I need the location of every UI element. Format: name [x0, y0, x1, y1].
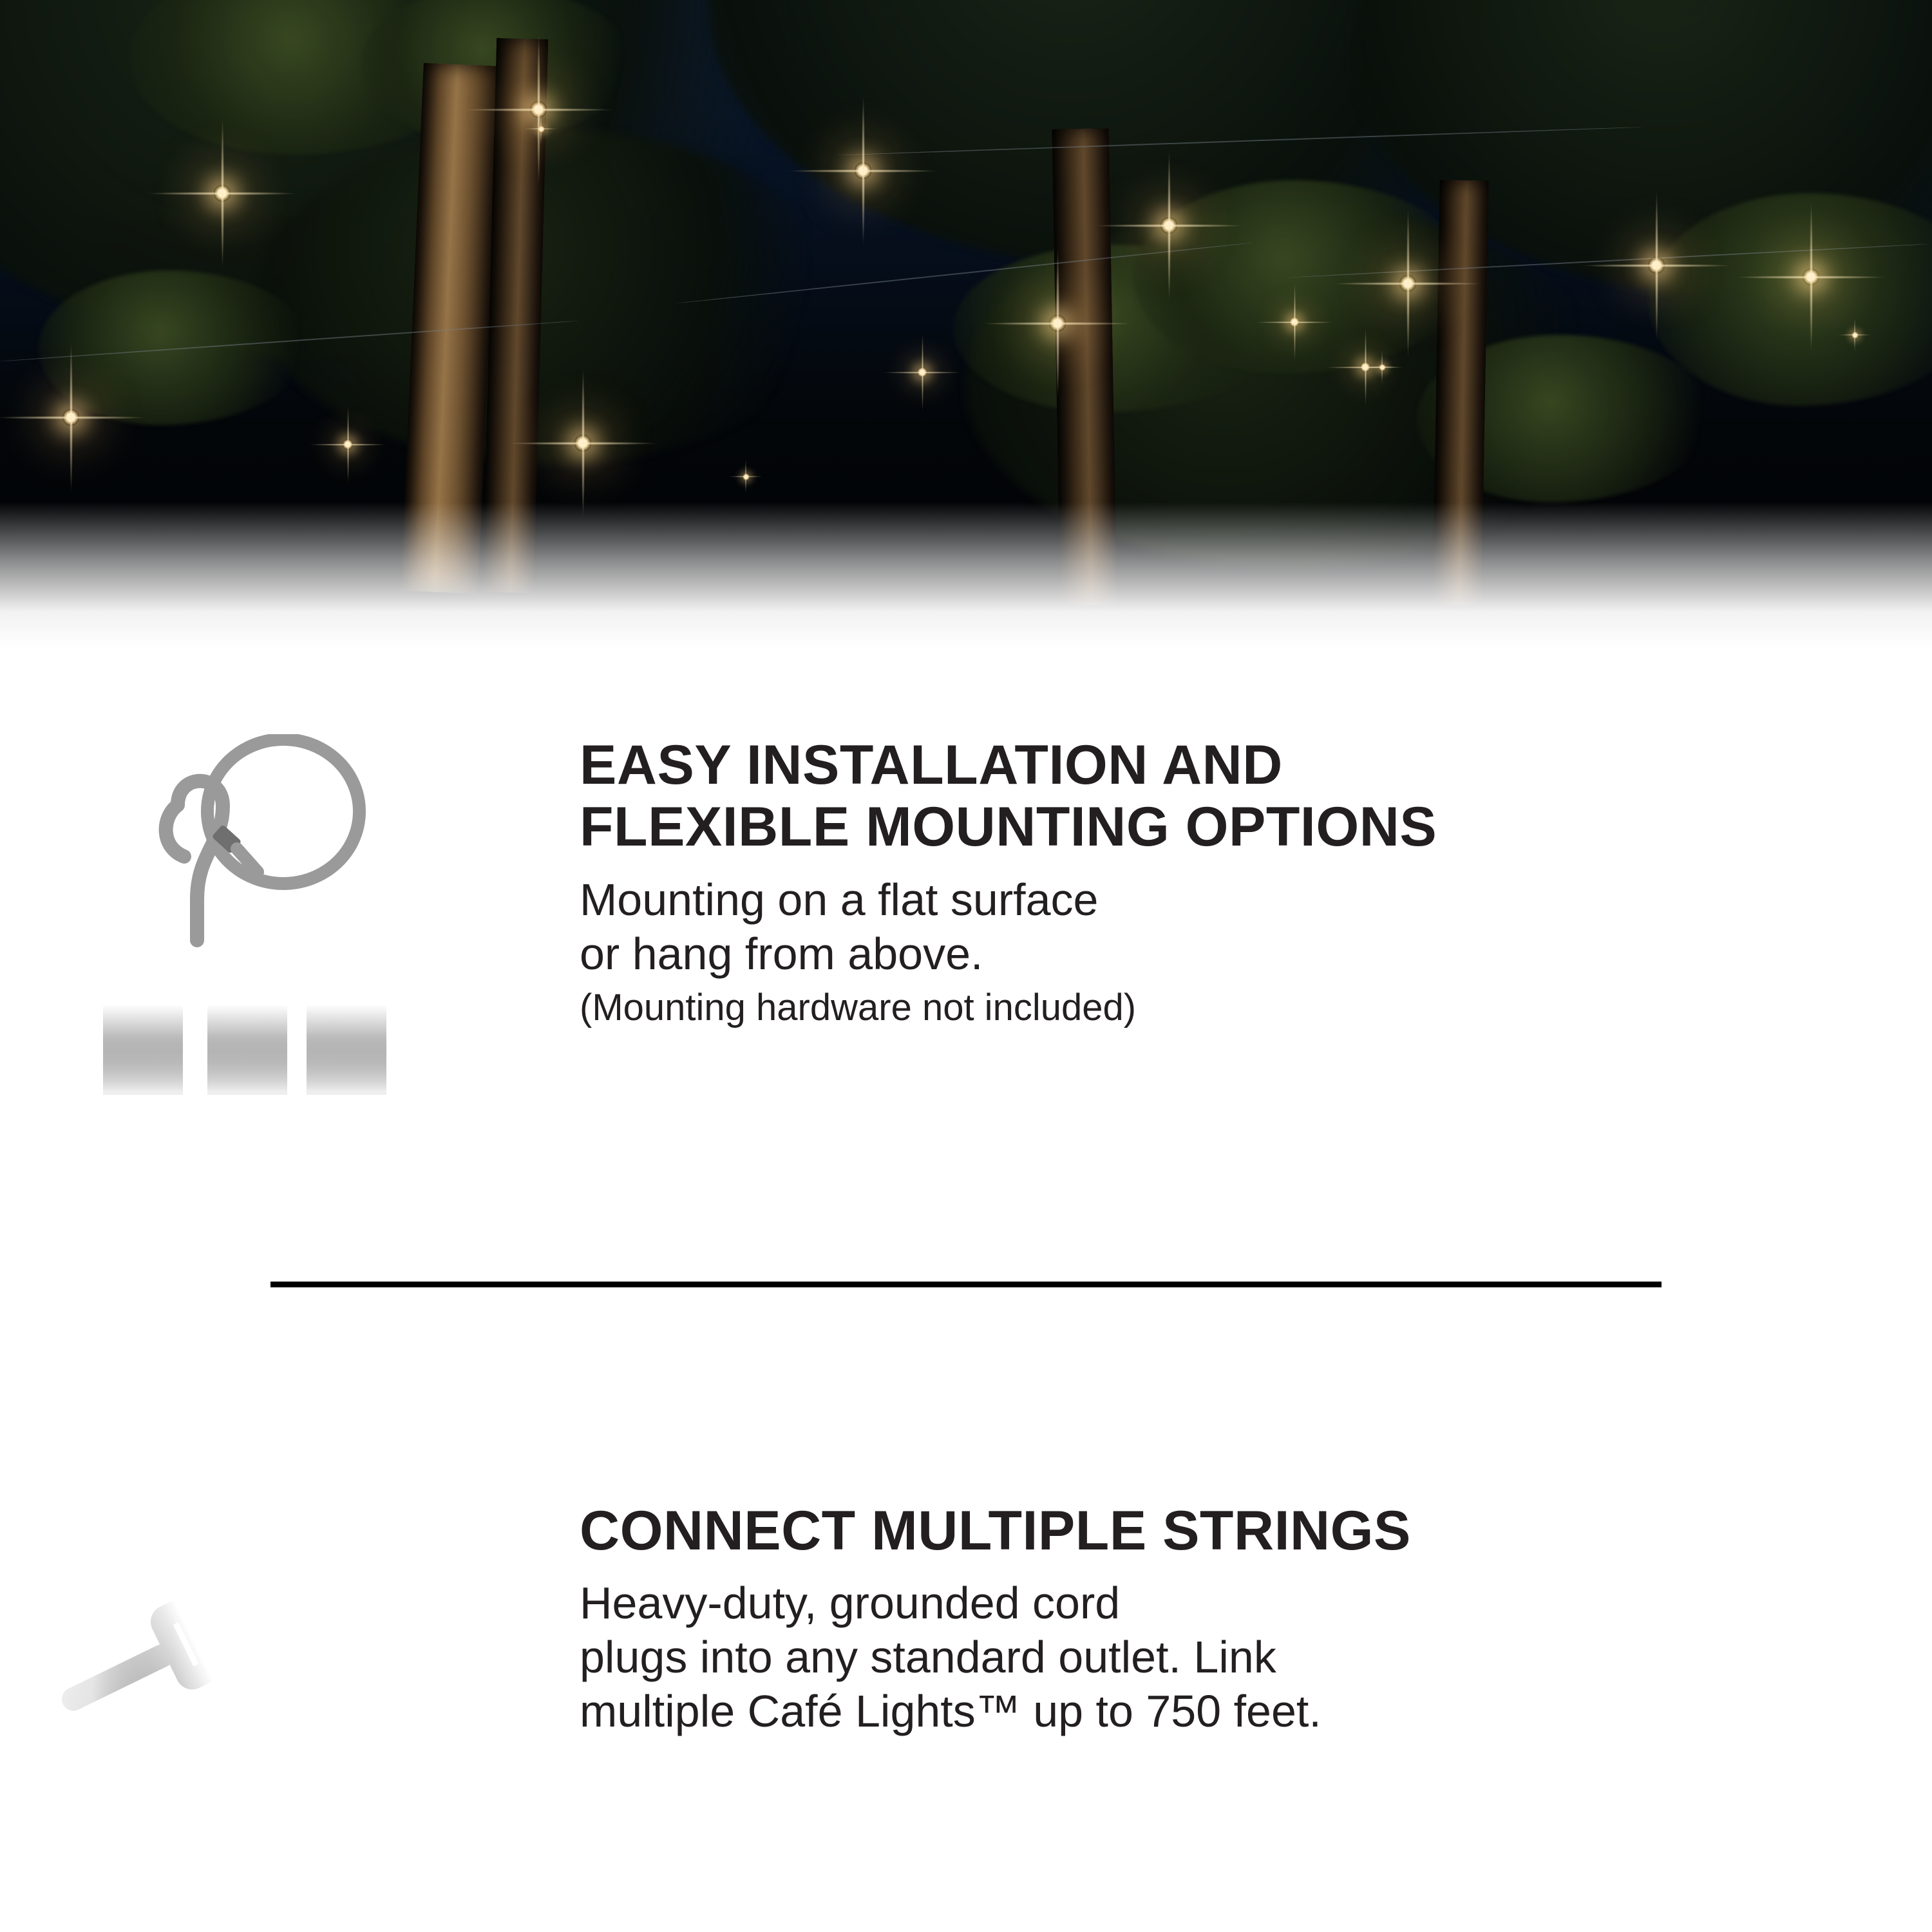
- string-light-bulb: [1379, 364, 1386, 371]
- string-light-bulb: [743, 473, 750, 480]
- power-plug-icon: [26, 1416, 554, 1777]
- mounting-bracket-icon: [64, 734, 515, 1121]
- features-section: [0, 650, 1932, 1777]
- string-light-bulb: [1399, 275, 1416, 292]
- feature-text-block: [580, 1416, 1932, 1738]
- hero-photo: [0, 0, 1932, 650]
- string-light-bulb: [1160, 217, 1177, 234]
- feature-body-line-2: plugs into any standard outlet. Link: [580, 1632, 1276, 1683]
- icon-fade-overlay: [64, 1037, 515, 1121]
- feature-title-line-1: EASY INSTALLATION AND: [580, 734, 1283, 796]
- feature-icon-slot: [0, 734, 580, 1121]
- string-light-bulb: [1289, 317, 1300, 327]
- feature-title: CONNECT MULTIPLE STRINGS: [580, 1500, 1411, 1562]
- icon-fade-overlay-left: [26, 1416, 174, 1777]
- feature-body-line-1: Heavy-duty, grounded cord: [580, 1578, 1121, 1629]
- tree-canopy: [258, 129, 837, 464]
- feature-easy-installation: [0, 650, 1932, 1121]
- feature-icon-slot: [0, 1416, 580, 1777]
- string-light-bulb: [1803, 269, 1819, 285]
- feature-body: [580, 1576, 1855, 1738]
- string-light-bulb: [1049, 315, 1066, 332]
- string-light-bulb: [917, 367, 927, 377]
- string-light-bulb: [62, 409, 79, 426]
- feature-body-line-3: multiple Café Lights™ up to 750 feet.: [580, 1686, 1321, 1737]
- string-light-bulb: [214, 185, 231, 202]
- string-light-bulb: [574, 435, 591, 451]
- feature-body-line-1: Mounting on a flat surface: [580, 874, 1099, 925]
- string-light-bulb: [538, 126, 545, 133]
- feature-body: [580, 873, 1855, 981]
- string-light-bulb: [1852, 332, 1859, 339]
- hero-fade-overlay: [0, 502, 1932, 650]
- feature-body-line-2: or hang from above.: [580, 928, 983, 979]
- feature-note: (Mounting hardware not included): [580, 986, 1137, 1028]
- feature-text-block: [580, 734, 1932, 1031]
- feature-connect-multiple-strings: [0, 1287, 1932, 1777]
- string-light-bulb: [343, 439, 353, 450]
- string-light-bulb: [855, 162, 871, 179]
- feature-title-line-2: FLEXIBLE MOUNTING OPTIONS: [580, 796, 1437, 858]
- icon-fade-overlay-right: [425, 1416, 554, 1777]
- section-divider: [270, 1282, 1662, 1287]
- string-light-bulb: [530, 101, 547, 118]
- feature-title: [580, 734, 1855, 858]
- string-light-bulb: [1648, 257, 1665, 274]
